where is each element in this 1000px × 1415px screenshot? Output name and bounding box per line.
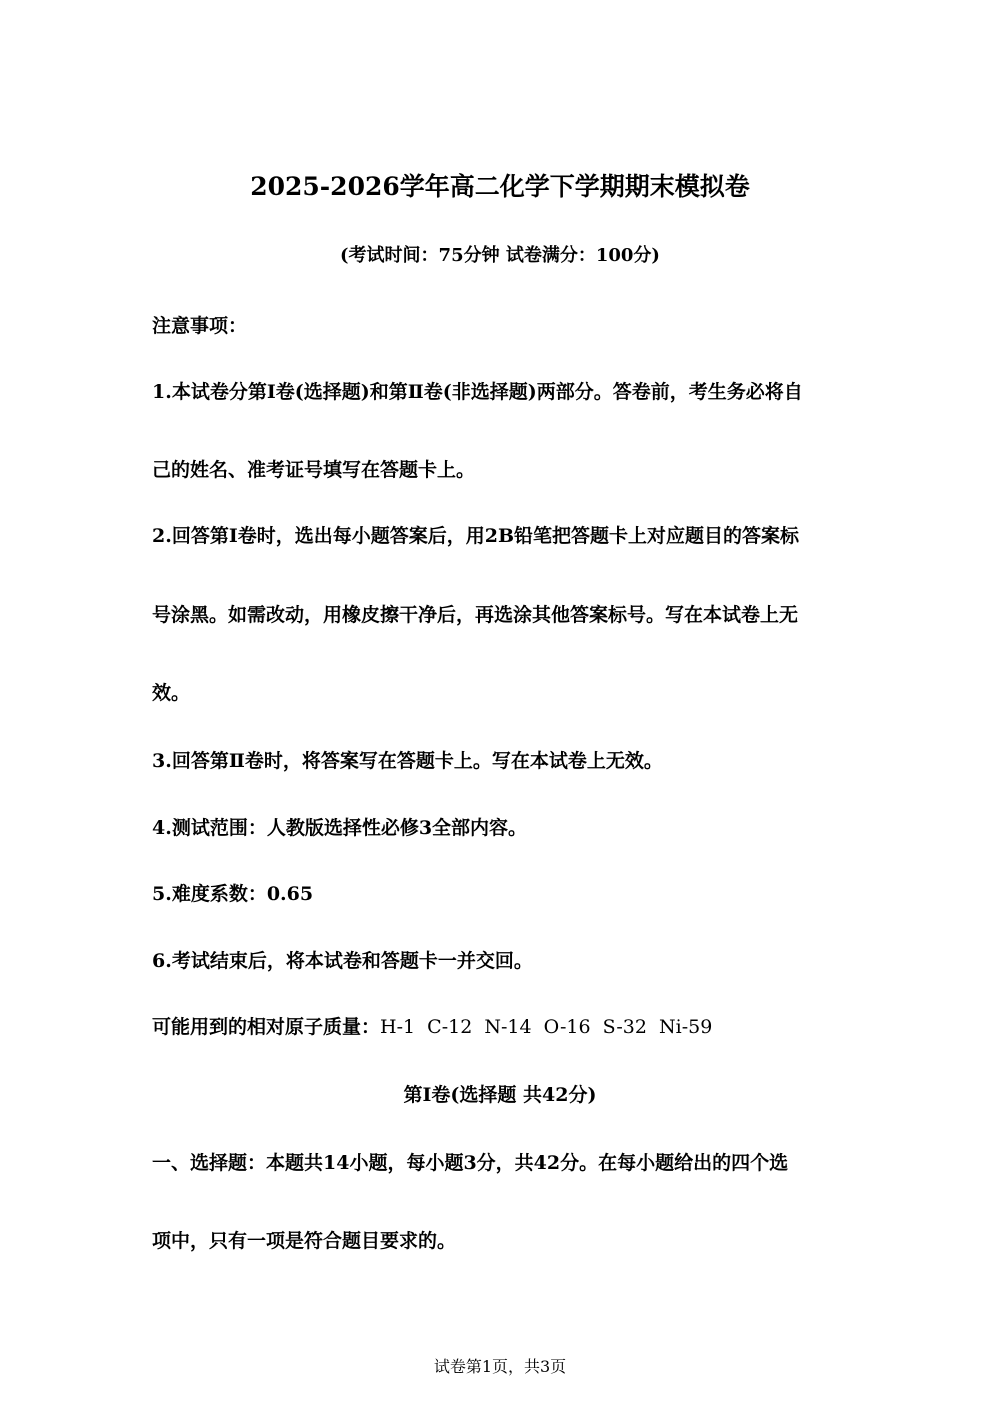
section-instruction-line-1: 一、选择题：本题共14小题，每小题3分，共42分。在每小题给出的四个选	[152, 1152, 789, 1174]
note-5: 5.难度系数：0.65	[152, 883, 314, 905]
notes-heading: 注意事项：	[152, 315, 248, 337]
note-4: 4.测试范围：人教版选择性必修3全部内容。	[152, 817, 528, 839]
page-footer: 试卷第1页，共3页	[433, 1357, 567, 1376]
exam-title: 2025-2026学年高二化学下学期期末模拟卷	[250, 172, 750, 201]
atomic-mass-values: H-1 C-12 N-14 O-16 S-32 Ni-59	[380, 1016, 713, 1038]
note-6: 6.考试结束后，将本试卷和答题卡一并交回。	[152, 950, 533, 972]
note-2-line-2: 号涂黑。如需改动，用橡皮擦干净后，再选涂其他答案标号。写在本试卷上无	[152, 604, 799, 626]
exam-subtitle: (考试时间：75分钟 试卷满分：100分)	[340, 245, 660, 266]
note-1-line-2: 己的姓名、准考证号填写在答题卡上。	[152, 459, 476, 481]
note-1-line-1: 1.本试卷分第Ⅰ卷(选择题)和第Ⅱ卷(非选择题)两部分。答卷前，考生务必将自	[152, 381, 803, 403]
atomic-mass-label: 可能用到的相对原子质量：	[152, 1016, 381, 1038]
section-instruction-line-2: 项中，只有一项是符合题目要求的。	[152, 1230, 457, 1252]
note-2-line-3: 效。	[152, 682, 191, 704]
section-title: 第Ⅰ卷(选择题 共42分)	[403, 1084, 597, 1106]
atomic-mass-line	[152, 1015, 712, 1039]
note-2-line-1: 2.回答第Ⅰ卷时，选出每小题答案后，用2B铅笔把答题卡上对应题目的答案标	[152, 525, 800, 547]
note-3: 3.回答第Ⅱ卷时，将答案写在答题卡上。写在本试卷上无效。	[152, 750, 663, 772]
